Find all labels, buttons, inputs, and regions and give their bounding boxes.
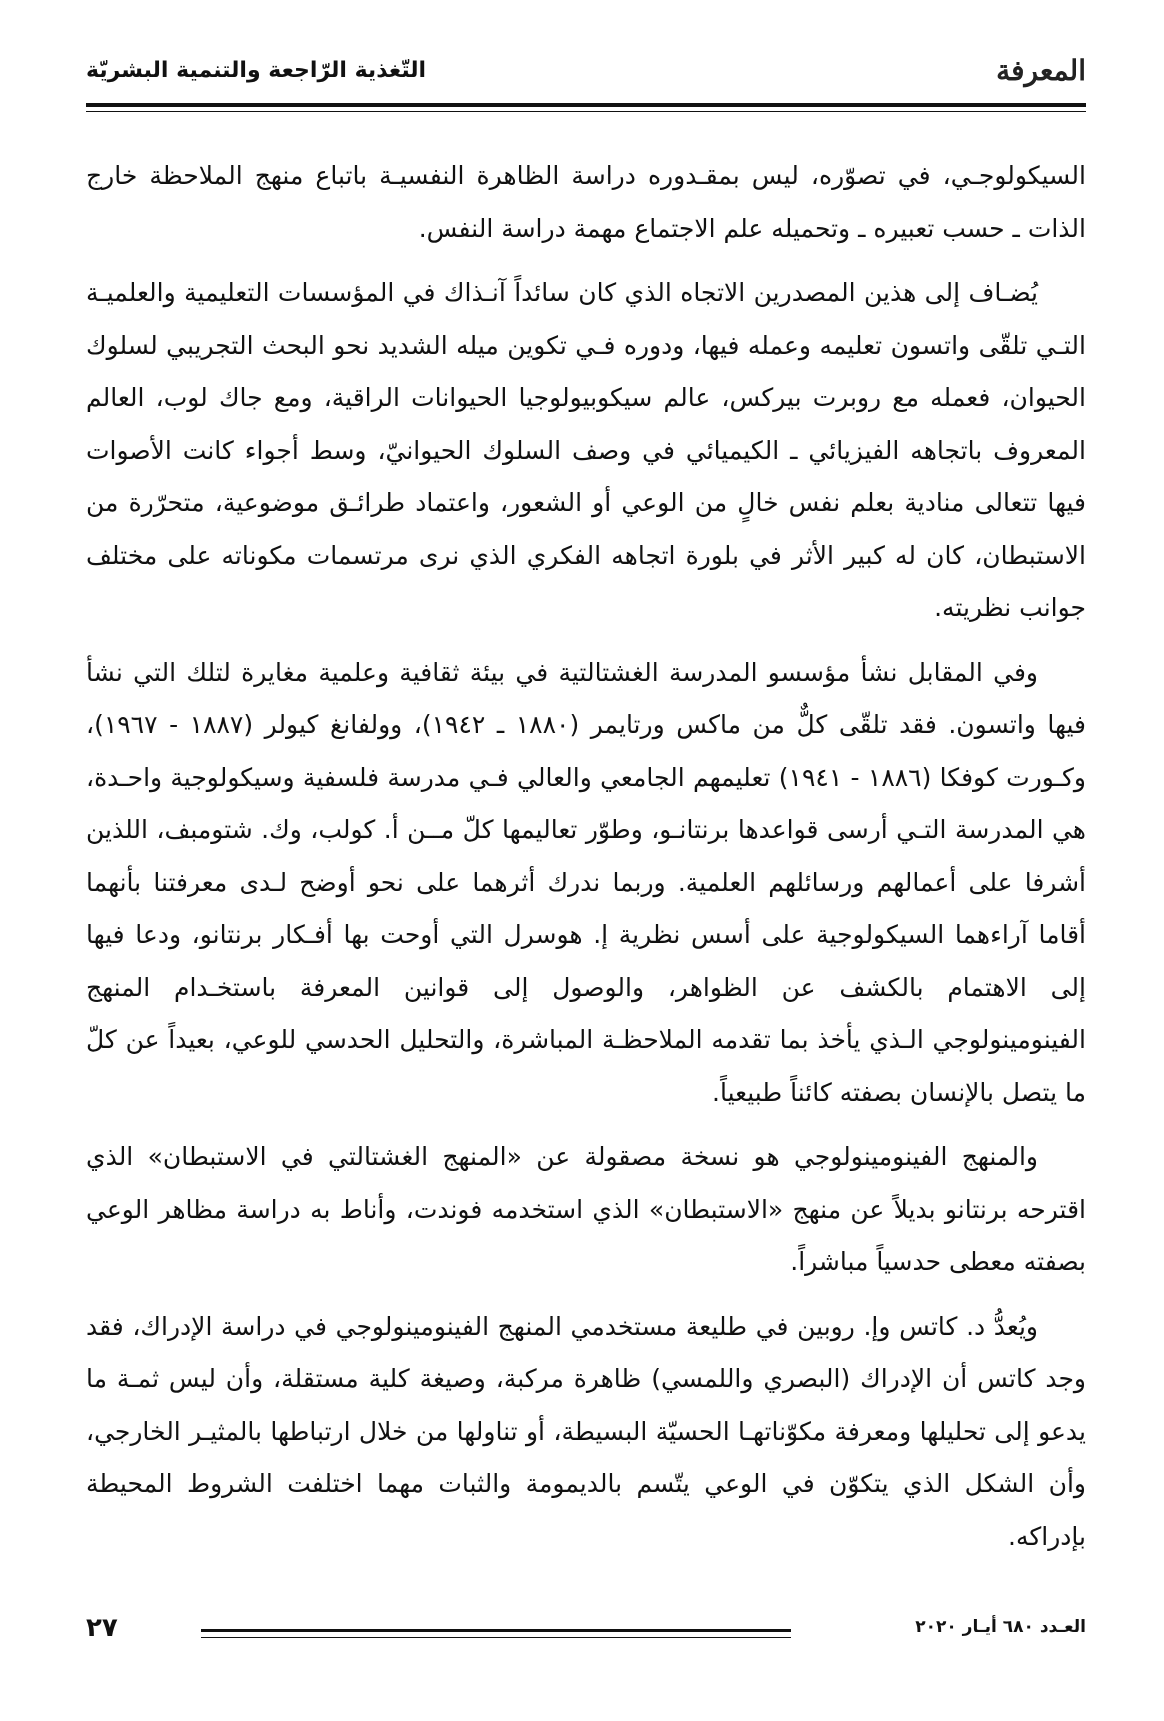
issue-info: العـدد ٦٨٠ أيـار ٢٠٢٠ [915, 1617, 1086, 1637]
page-number: ٢٧ [86, 1613, 118, 1643]
running-title: التّغذية الرّاجعة والتنمية البشريّة [86, 57, 427, 83]
article-body [86, 150, 1086, 1575]
header-rule-thick [86, 103, 1086, 107]
paragraph: يُضـاف إلى هذين المصدرين الاتجاه الذي كان سائداً آنـذاك في المؤسسات التعليمية والعلميـة التـي تلقّى واتسون تعليمه وعمله فيها، ودوره فـي تكوين ميله الشديد نحو البحث التجريبي لسلوك الحيوان، فعمله مع روبرت بيركس، عالم سيكوبيولوجيا الحيوانات الراقية، ومع جاك لوب، العالم المعروف باتجاهه الفيزيائي ـ الكيميائي في وصف السلوك الحيوانيّ، وسط أجواء كانت الأصوات فيها تتعالى منادية بعلم نفس خالٍ من الوعي أو الشعور، واعتماد طرائـق موضوعية، متحرّرة من الاستبطان، كان له كبير الأثر في بلورة اتجاهه الفكري الذي نرى مرتسمات مكوناته على مختلف جوانب نظريته. [86, 278, 1086, 622]
magazine-logo [996, 54, 1086, 87]
page-footer [86, 1615, 1086, 1651]
paragraph: السيكولوجـي، في تصوّره، ليس بمقـدوره دراسة الظاهرة النفسيـة باتباع منهج الملاحظة خارج الذات ـ حسب تعبيره ـ وتحميله علم الاجتماع مهمة دراسة النفس. [86, 161, 1086, 243]
header-rule-thin [86, 111, 1086, 112]
paragraph: ويُعدُّ د. كاتس وإ. روبين في طليعة مستخدمي المنهج الفينومينولوجي في دراسة الإدراك، فقد وجد كاتس أن الإدراك (البصري واللمسي) ظاهرة مركبة، وصيغة كلية مستقلة، وأن ليس ثمـة ما يدعو إلى تحليلها ومعرفة مكوّناتهـا الحسيّة البسيطة، أو تناولها من خلال ارتباطها بالمثيـر الخارجي، وأن الشكل الذي يتكوّن في الوعي يتّسم بالديمومة والثبات مهما اختلفت الشروط المحيطة بإدراكه. [86, 1311, 1086, 1551]
page-header [86, 48, 1086, 92]
logo-text: المعرفة [996, 53, 1086, 87]
paragraph: وفي المقابل نشأ مؤسسو المدرسة الغشتالتية في بيئة ثقافية وعلمية مغايرة لتلك التي نشأ فيها واتسون. فقد تلقّى كلٌّ من ماكس ورتايمر (١٨٨٠ ـ ١٩٤٢)، وولفانغ كيولر (١٨٨٧ - ١٩٦٧)، وكـورت كوفكا (١٨٨٦ - ١٩٤١) تعليمهم الجامعي والعالي فـي مدرسة فلسفية وسيكولوجية واحـدة، هي المدرسة التـي أرسى قواعدها برنتانـو، وطوّر تعاليمها كلّ مــن أ. كولب، وك. شتومبف، اللذين أشرفا على أعمالهم ورسائلهم العلمية. وربما ندرك أثرهما على نحو أوضح لـدى معرفتنا بأنهما أقاما آراءهما السيكولوجية على أسس نظرية إ. هوسرل التي أوحت بها أفـكار برنتانو، ودعا فيها إلى الاهتمام بالكشف عن الظواهر، والوصول إلى قوانين المعرفة باستخـدام المنهج الفينومينولوجي الـذي يأخذ بما تقدمه الملاحظـة المباشرة، والتحليل الحدسي للوعي، بعيداً عن كلّ ما يتصل بالإنسان بصفته كائناً طبيعياً. [86, 657, 1087, 1107]
paragraph: والمنهج الفينومينولوجي هو نسخة مصقولة عن «المنهج الغشتالتي في الاستبطان» الذي اقترحه برنتانو بديلاً عن منهج «الاستبطان» الذي استخدمه فوندت، وأناط به دراسة مظاهر الوعي بصفته معطى حدسياً مباشراً. [86, 1142, 1086, 1276]
footer-rule [201, 1629, 791, 1638]
